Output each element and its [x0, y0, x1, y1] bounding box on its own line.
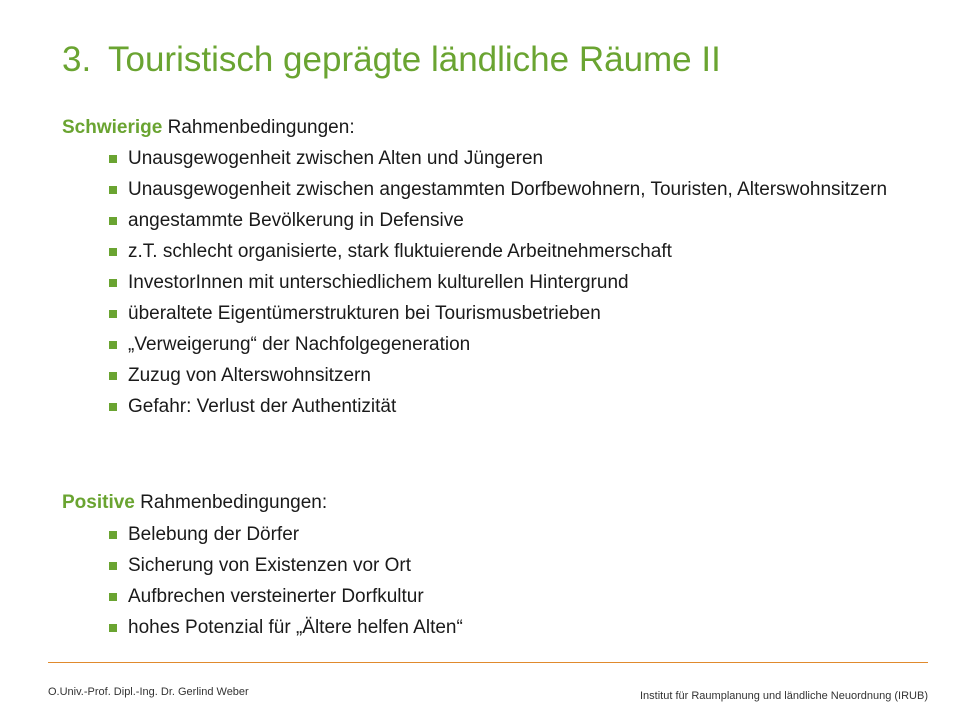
list-item-text: Gefahr: Verlust der Authentizität	[128, 396, 397, 417]
difficult-conditions-heading	[62, 116, 355, 140]
square-bullet-icon	[109, 155, 117, 163]
positive-conditions-list	[108, 523, 908, 647]
footer-author: O.Univ.-Prof. Dipl.-Ing. Dr. Gerlind Weber	[48, 686, 249, 698]
slide-title-number: 3.	[62, 40, 92, 79]
list-item	[108, 333, 908, 357]
square-bullet-icon	[109, 372, 117, 380]
list-item-text: überaltete Eigentümerstrukturen bei Tourismusbetrieben	[128, 303, 601, 324]
list-item	[108, 240, 908, 264]
list-item	[108, 178, 908, 202]
square-bullet-icon	[109, 562, 117, 570]
square-bullet-icon	[109, 341, 117, 349]
list-item	[108, 523, 908, 547]
list-item-text: hohes Potenzial für „Ältere helfen Alten“	[128, 617, 463, 638]
list-item-text: angestammte Bevölkerung in Defensive	[128, 210, 464, 231]
square-bullet-icon	[109, 531, 117, 539]
list-item	[108, 364, 908, 388]
list-item-text: „Verweigerung“ der Nachfolgegeneration	[128, 334, 471, 355]
square-bullet-icon	[109, 217, 117, 225]
positive-conditions-label: Rahmenbedingungen:	[134, 492, 328, 513]
positive-conditions-accent: Positive	[62, 492, 135, 513]
square-bullet-icon	[109, 310, 117, 318]
difficult-conditions-label: Rahmenbedingungen:	[162, 117, 355, 138]
difficult-conditions-accent: Schwierige	[62, 117, 163, 138]
list-item	[108, 616, 908, 640]
list-item	[108, 271, 908, 295]
list-item-text: Belebung der Dörfer	[128, 524, 300, 545]
list-item-text: Unausgewogenheit zwischen Alten und Jüngeren	[128, 148, 544, 169]
square-bullet-icon	[109, 279, 117, 287]
square-bullet-icon	[109, 248, 117, 256]
footer-divider	[48, 662, 928, 663]
list-item-text: Zuzug von Alterswohnsitzern	[128, 365, 371, 386]
list-item	[108, 209, 908, 233]
list-item	[108, 585, 908, 609]
slide-title	[62, 36, 922, 84]
list-item-text: Unausgewogenheit zwischen angestammten Dorfbewohnern, Touristen, Alterswohnsitzern	[128, 179, 888, 200]
square-bullet-icon	[109, 186, 117, 194]
list-item-text: Aufbrechen versteinerter Dorfkultur	[128, 586, 424, 607]
list-item-text: Sicherung von Existenzen vor Ort	[128, 555, 412, 576]
list-item	[108, 395, 908, 419]
list-item	[108, 302, 908, 326]
difficult-conditions-list	[108, 147, 908, 426]
positive-conditions-heading	[62, 491, 327, 515]
list-item-text: z.T. schlecht organisierte, stark fluktuierende Arbeitnehmerschaft	[128, 241, 672, 262]
footer-institute: Institut für Raumplanung und ländliche Neuordnung (IRUB)	[640, 690, 928, 702]
square-bullet-icon	[109, 403, 117, 411]
square-bullet-icon	[109, 593, 117, 601]
slide-title-text: Touristisch geprägte ländliche Räume II	[108, 40, 721, 79]
square-bullet-icon	[109, 624, 117, 632]
list-item-text: InvestorInnen mit unterschiedlichem kulturellen Hintergrund	[128, 272, 629, 293]
list-item	[108, 554, 908, 578]
list-item	[108, 147, 908, 171]
